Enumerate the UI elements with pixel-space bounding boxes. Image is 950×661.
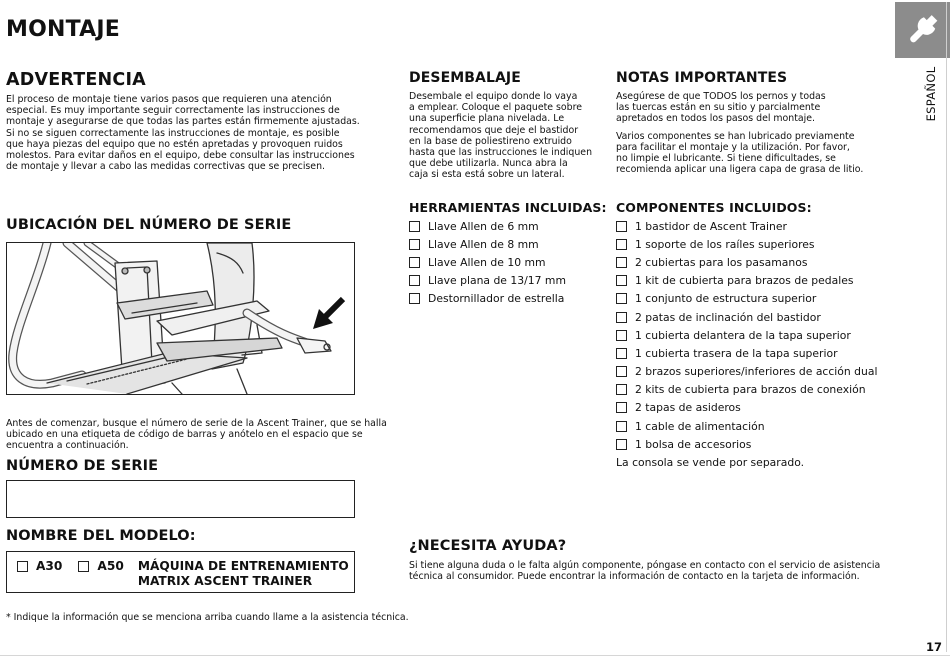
text-line: especial. Es muy importante seguir correctamente las instrucciones de [6, 105, 340, 117]
item-checkbox[interactable] [616, 439, 627, 450]
text-line: Antes de comenzar, busque el número de serie de la Ascent Trainer, que se halla [6, 418, 387, 429]
item-label: Llave Allen de 6 mm [428, 219, 539, 233]
desembalaje-text [409, 91, 599, 181]
ayuda-heading: ¿NECESITA AYUDA? [409, 538, 567, 554]
item-checkbox[interactable] [616, 330, 627, 341]
item-checkbox[interactable] [616, 348, 627, 359]
text-line: montaje y asegurarse de que todas las partes están firmemente ajustadas. [6, 116, 360, 128]
pointer-arrow-icon [313, 299, 343, 329]
item-label: Llave Allen de 10 mm [428, 255, 546, 269]
text-line: no limpie el lubricante. Si tiene dificultades, se [616, 153, 836, 165]
text-line: Desembale el equipo donde lo vaya [409, 91, 578, 102]
text-line: apretados en todos los pasos del montaje. [616, 113, 816, 125]
herramientas-heading: HERRAMIENTAS INCLUIDAS: [409, 200, 607, 215]
ubicacion-note [6, 418, 387, 452]
item-label: 1 bolsa de accesorios [635, 437, 752, 451]
list-item [616, 417, 878, 435]
notas-heading: NOTAS IMPORTANTES [616, 70, 788, 86]
item-checkbox[interactable] [616, 402, 627, 413]
componentes-list [616, 217, 878, 472]
numero-serie-heading: NÚMERO DE SERIE [6, 458, 159, 474]
item-label: 1 conjunto de estructura superior [635, 292, 817, 306]
item-checkbox[interactable] [616, 221, 627, 232]
item-checkbox[interactable] [409, 221, 420, 232]
text-line: El proceso de montaje tiene varios pasos que requieren una atención [6, 94, 332, 105]
item-label: Destornillador de estrella [428, 292, 565, 306]
model-box [6, 551, 355, 593]
item-label: 1 bastidor de Ascent Trainer [635, 219, 787, 233]
item-checkbox[interactable] [616, 384, 627, 395]
item-checkbox[interactable] [616, 293, 627, 304]
model-a50-checkbox[interactable] [78, 561, 89, 572]
model-a30-label: A30 [36, 559, 63, 573]
trainer-illustration [7, 243, 354, 394]
componentes-note: La consola se vende por separado. [616, 456, 805, 470]
text-line: Si tiene alguna duda o le falta algún componente, póngase en contacto con el servicio de asistencia [409, 560, 881, 571]
list-item [409, 217, 566, 235]
list-item [409, 290, 566, 308]
item-label: 1 kit de cubierta para brazos de pedales [635, 274, 854, 288]
page-title: MONTAJE [6, 17, 120, 42]
item-checkbox[interactable] [616, 421, 627, 432]
list-item [616, 363, 878, 381]
list-item [616, 326, 878, 344]
text-line: técnica al consumidor. Puede encontrar la información de contacto en la tarjeta de información. [409, 571, 860, 583]
item-label: Llave plana de 13/17 mm [428, 274, 566, 288]
list-item [616, 381, 878, 399]
list-item [409, 272, 566, 290]
model-name [138, 559, 349, 588]
item-checkbox[interactable] [409, 293, 420, 304]
serial-number-field[interactable] [6, 480, 355, 518]
item-label: 1 cubierta trasera de la tapa superior [635, 346, 838, 360]
text-line: en la base de poliestireno extruido [409, 135, 572, 147]
item-label: 2 patas de inclinación del bastidor [635, 310, 821, 324]
item-checkbox[interactable] [616, 275, 627, 286]
text-line: que debe utilizarla. Nunca abra la [409, 158, 568, 170]
item-label: 2 cubiertas para los pasamanos [635, 255, 808, 269]
ubicacion-heading: UBICACIÓN DEL NÚMERO DE SERIE [6, 217, 292, 233]
text-line: molestos. Para evitar daños en el equipo, debe consultar las instrucciones [6, 150, 355, 162]
item-label: 1 cubierta delantera de la tapa superior [635, 328, 851, 342]
text-line: a emplear. Coloque el paquete sobre [409, 102, 583, 114]
list-item [616, 344, 878, 362]
text-line: Si no se siguen correctamente las instrucciones de montaje, es posible [6, 127, 340, 139]
ayuda-text [409, 560, 881, 583]
page-number: 17 [926, 640, 943, 654]
bottom-edge-rule [0, 655, 950, 656]
list-item [616, 272, 878, 290]
text-line: caja si esta está sobre un lateral. [409, 169, 565, 181]
right-edge-rule [946, 2, 947, 652]
list-item [616, 308, 878, 326]
text-line: recomienda aplicar una ligera capa de grasa de litio. [616, 164, 864, 176]
notas-text [616, 91, 876, 175]
wrench-icon [895, 2, 950, 58]
list-item [616, 399, 878, 417]
item-checkbox[interactable] [409, 239, 420, 250]
list-item [409, 235, 566, 253]
modelo-heading: NOMBRE DEL MODELO: [6, 528, 196, 544]
item-checkbox[interactable] [616, 257, 627, 268]
text-line: una superficie plana nivelada. Le [409, 113, 565, 125]
text-line: Asegúrese de que TODOS los pernos y todas [616, 91, 826, 102]
item-label: 1 soporte de los raíles superiores [635, 237, 815, 251]
item-checkbox[interactable] [409, 257, 420, 268]
text-line: recomendamos que deje el bastidor [409, 124, 579, 136]
advertencia-text [6, 94, 360, 173]
componentes-heading: COMPONENTES INCLUIDOS: [616, 200, 812, 215]
footnote: * Indique la información que se menciona arriba cuando llame a la asistencia técnica. [6, 612, 409, 623]
herramientas-list [409, 217, 566, 308]
item-label: 2 tapas de asideros [635, 401, 741, 415]
text-line: para facilitar el montaje y la utilización. Por favor, [616, 141, 850, 153]
item-checkbox[interactable] [616, 312, 627, 323]
item-label: 1 cable de alimentación [635, 419, 765, 433]
text-line: de montaje y llevar a cabo las medidas correctivas que se precisen. [6, 161, 325, 173]
model-name-line: MÁQUINA DE ENTRENAMIENTO [137, 559, 349, 573]
item-checkbox[interactable] [616, 366, 627, 377]
language-tab: ESPAÑOL [924, 66, 938, 122]
item-label: 2 brazos superiores/inferiores de acción dual [635, 365, 878, 379]
item-label: Llave Allen de 8 mm [428, 237, 539, 251]
text-line: encuentra a continuación. [6, 440, 129, 452]
list-item [409, 253, 566, 271]
text-line: hasta que las instrucciones le indiquen [409, 147, 593, 159]
list-item [616, 235, 878, 253]
model-a50-label: A50 [97, 559, 124, 573]
text-line: Varios componentes se han lubricado previamente [616, 130, 855, 142]
desembalaje-heading: DESEMBALAJE [409, 70, 521, 86]
item-checkbox[interactable] [616, 239, 627, 250]
list-item [616, 217, 878, 235]
list-item [616, 435, 878, 453]
text-line: ubicado en una etiqueta de código de barras y anótelo en el espacio que se [6, 429, 363, 441]
item-label: 2 kits de cubierta para brazos de conexión [635, 383, 866, 397]
advertencia-heading: ADVERTENCIA [6, 70, 146, 90]
model-a30-checkbox[interactable] [17, 561, 28, 572]
text-line: las tuercas están en su sitio y parcialmente [616, 102, 821, 114]
model-name-line: MATRIX ASCENT TRAINER [137, 573, 313, 588]
serial-number-location-illustration [6, 242, 355, 395]
item-checkbox[interactable] [409, 275, 420, 286]
section-tab [895, 2, 950, 58]
list-item [616, 290, 878, 308]
list-item [616, 253, 878, 271]
text-line: que haya piezas del equipo que no estén apretadas y provoquen ruidos [6, 138, 343, 150]
